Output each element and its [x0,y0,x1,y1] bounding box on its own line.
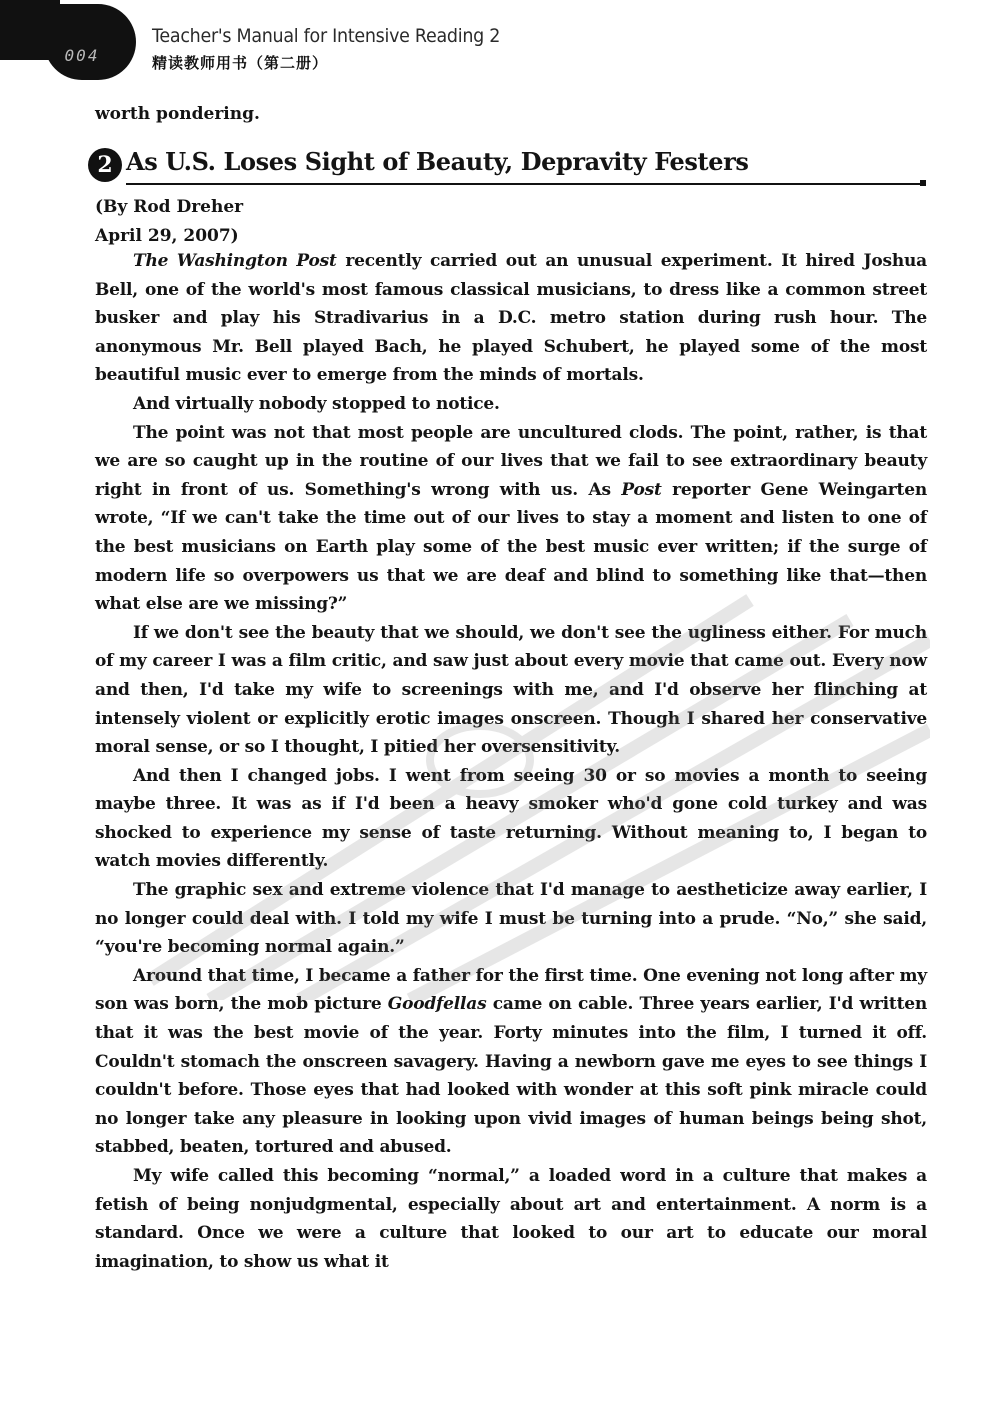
heading-underline [126,183,924,185]
publication-date: April 29, 2007) [95,226,239,246]
running-title-chinese: 精读教师用书（第二册） [152,54,329,72]
article-title: As U.S. Loses Sight of Beauty, Depravity Festers [126,147,749,176]
running-title-english: Teacher's Manual for Intensive Reading 2 [152,25,501,47]
paragraph-6: The graphic sex and extreme violence that I'd manage to aestheticize away earlier, I no longer could deal with. I told my wife I must be turning into a prude. “No,” she said, “you're becoming normal again.” [95,880,927,958]
publication-name: The Washington Post [133,251,337,271]
paragraph-4: If we don't see the beauty that we should, we don't see the ugliness either. For much of my career I was a film critic, and saw just about every movie that came out. Every now and then, I'd take my wife to screenings with me, and I'd observe her flinching at intensely violent or explicitly erotic images onscreen. Though I shared her conservative moral sense, or so I thought, I pitied her oversensitivity. [95,622,927,758]
article-heading [88,146,934,190]
continued-text: worth pondering. [95,104,260,124]
page-number-badge [44,4,136,80]
film-title: Goodfellas [387,994,487,1015]
paragraph-1: The Washington Post recently carried out an unusual experiment. It hired Joshua Bell, one of the world's most famous classical musicians, to dress like a common street busker and play his Stradivarius in a D.C. metro station during rush hour. The anonymous Mr. Bell played Bach, he played Schubert, he played some of the most beautiful music ever to emerge from the minds of mortals. [95,251,927,386]
paragraph-2: And virtually nobody stopped to notice. [133,393,500,414]
heading-underline-end-mark [920,180,926,186]
article-body [95,247,927,1276]
section-number-badge: 2 [88,148,122,182]
author: (By Rod Dreher [95,197,244,217]
paragraph-3: The point was not that most people are uncultured clods. The point, rather, is that we are so caught up in the routine of our lives that we fail to see extraordinary beauty right in front of us. Something's wrong with us. As Post reporter Gene Weingarten wrote, “If we can't take the time out of our lives to stay a moment and listen to one of the best musicians on Earth play some of the best music ever written; if the surge of modern life so overpowers us that we are deaf and blind to something like that—then what else are we missing?” [95,422,927,615]
paragraph-7: Around that time, I became a father for the first time. One evening not long after my son was born, the mob picture Goodfellas came on cable. Three years earlier, I'd written that it was the best movie of the year. Forty minutes into the film, I turned it off. Couldn't stomach the onscreen savagery. Having a newborn gave me eyes to see things I couldn't before. Those eyes that had looked with wonder at this soft pink miracle could no longer take any pleasure in looking upon vivid images of human beings being shot, stabbed, beaten, tortured and abused. [95,965,928,1158]
page-number: 004 [64,46,100,65]
byline [95,193,243,251]
page-header [0,0,992,90]
paragraph-8: My wife called this becoming “normal,” a loaded word in a culture that makes a fetish of being nonjudgmental, especially about art and entertainment. A norm is a standard. Once we were a culture that looked to our art to educate our moral imagination, to show us what it [95,1166,927,1272]
paragraph-5: And then I changed jobs. I went from seeing 30 or so movies a month to seeing maybe three. It was as if I'd been a heavy smoker who'd gone cold turkey and was shocked to experience my sense of taste returning. Without meaning to, I began to watch movies differently. [95,765,927,872]
